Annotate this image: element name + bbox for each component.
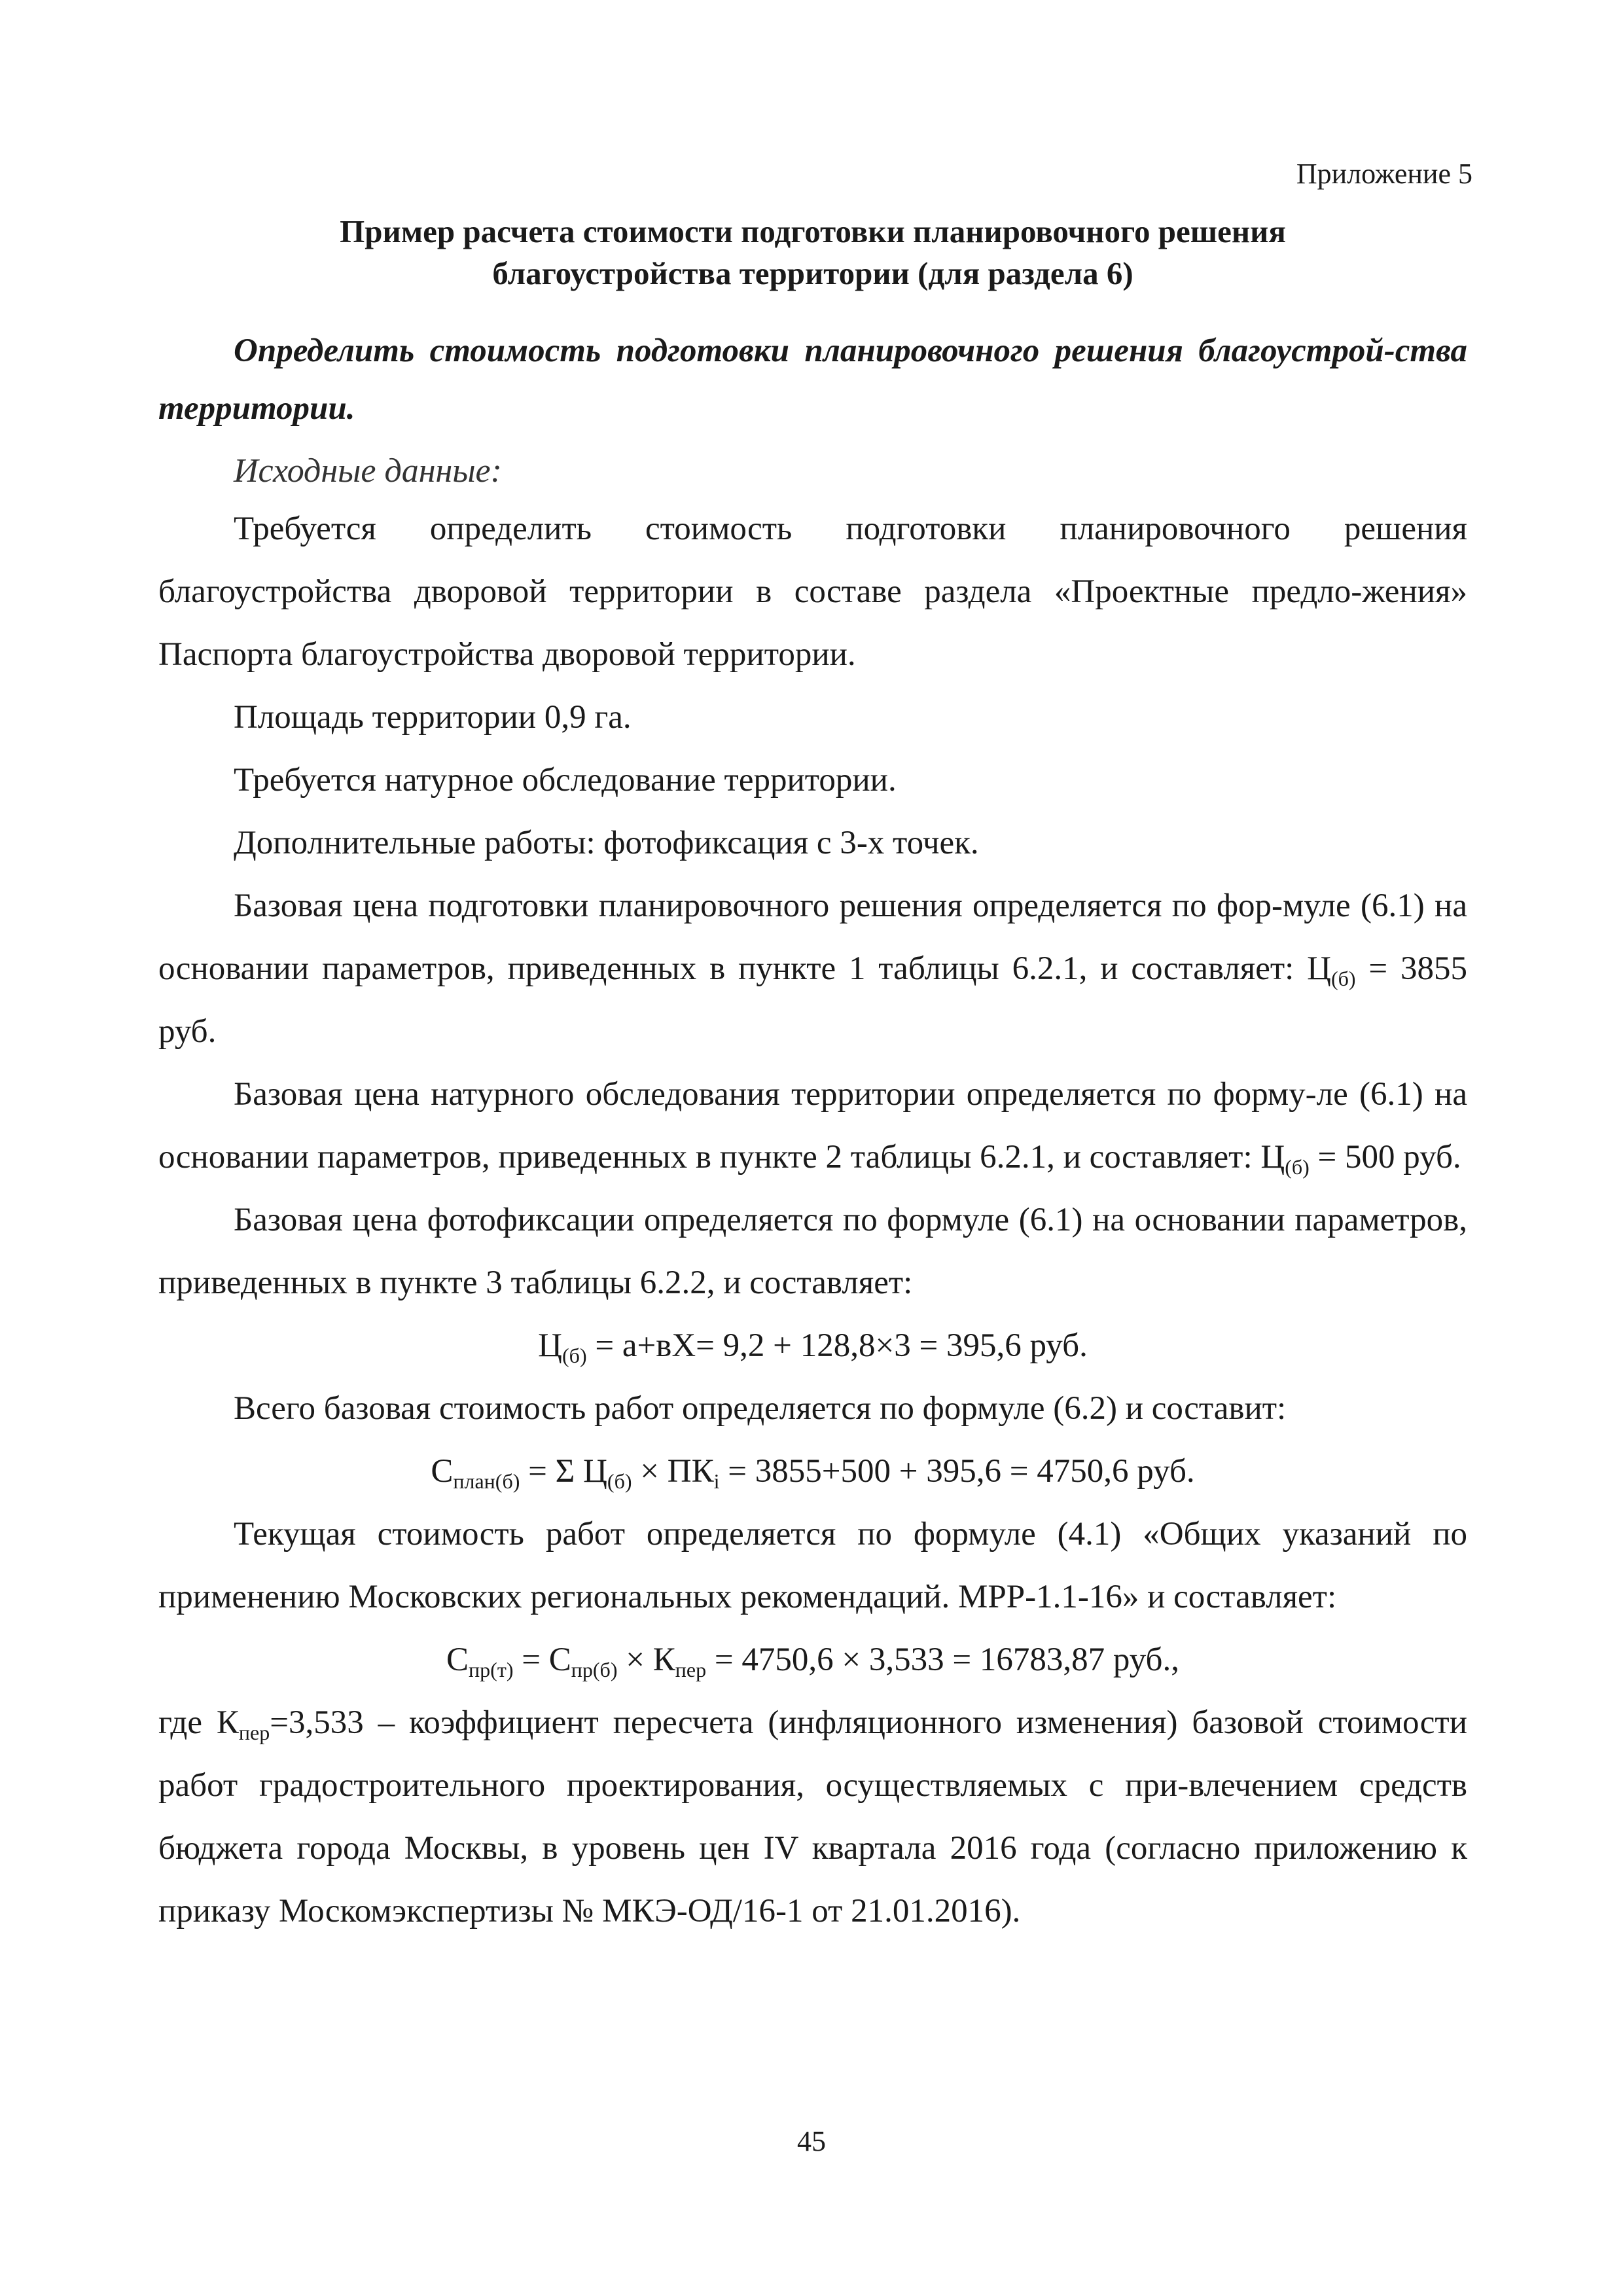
paragraph-coefficient-note: где $К_{пер}=3,533$ – коэффициент пересчета (инфляционного изменения) базовой стоимости работ градостроительного проектирования, осуществляемых с при-влечением средств бюджета города Москвы, в уровень цен IV квартала 2016 года (согласно приложению к приказу Москомэкспертизы № МКЭ-ОД/16-1 от 21.01.2016). <box>158 1704 1467 1929</box>
paragraph-area: Площадь территории 0,9 га. <box>234 699 632 736</box>
paragraph-additional-works: Дополнительные работы: фотофиксация с 3-х точек. <box>234 825 979 861</box>
paragraph-base-price-planning: Базовая цена подготовки планировочного решения определяется по фор-муле (6.1) на основании параметров, приведенных в пункте 1 таблицы 6.2.1, и составляет: $Ц_{(б)} = 3855$ руб. <box>158 888 1467 1050</box>
appendix-label: Приложение 5 <box>1296 158 1472 190</box>
paragraph-total-base-cost: Всего базовая стоимость работ определяется по формуле (6.2) и составит: <box>234 1390 1287 1427</box>
paragraph-base-price-survey: Базовая цена натурного обследования территории определяется по форму-ле (6.1) на основании параметров, приведенных в пункте 2 таблицы 6.2.1, и составляет: $Ц_{(б)} = 500$ руб. <box>158 1076 1467 1179</box>
document-title <box>158 211 1467 295</box>
paragraph-base-price-photo: Базовая цена фотофиксации определяется по формуле (6.1) на основании параметров, приведенных в пункте 3 таблицы 6.2.2, и составляет: <box>158 1202 1467 1301</box>
formula-photo-price: $Ц_{(б)} = а+вХ= 9,2 + 128,8\times 3 = 395,6$ руб. <box>538 1327 1088 1367</box>
task-statement: Определить стоимость подготовки планировочного решения благоустрой-ства территории. <box>158 332 1467 427</box>
paragraph-survey: Требуется натурное обследование территории. <box>234 762 897 798</box>
formula-total-base-cost: $С_{план(б)} = \Sigma$ $Ц_{(б)} \times ПК_i = 3855+500 + 395,6 = 4750,6$ руб. <box>431 1453 1195 1493</box>
page-number: 45 <box>797 2125 826 2157</box>
source-data-heading: Исходные данные: <box>234 452 502 490</box>
paragraph-requirement: Требуется определить стоимость подготовки планировочного решения благоустройства дворовой территории в составе раздела «Проектные предло-жения» Паспорта благоустройства дворовой территории. <box>158 511 1467 673</box>
title-line-1: Пример расчета стоимости подготовки планировочного решения <box>340 213 1286 249</box>
formula-current-cost: $С_{пр(т)} = С_{пр(б)} \times К_{пер} = 4750,6 \times 3,533 = 16783,87$ руб., <box>446 1641 1179 1681</box>
document-body <box>158 497 1467 1943</box>
title-line-2: благоустройства территории (для раздела 6) <box>492 255 1133 291</box>
paragraph-current-cost: Текущая стоимость работ определяется по формуле (4.1) «Общих указаний по применению Московских региональных рекомендаций. МРР-1.1-16» и составляет: <box>158 1516 1467 1615</box>
